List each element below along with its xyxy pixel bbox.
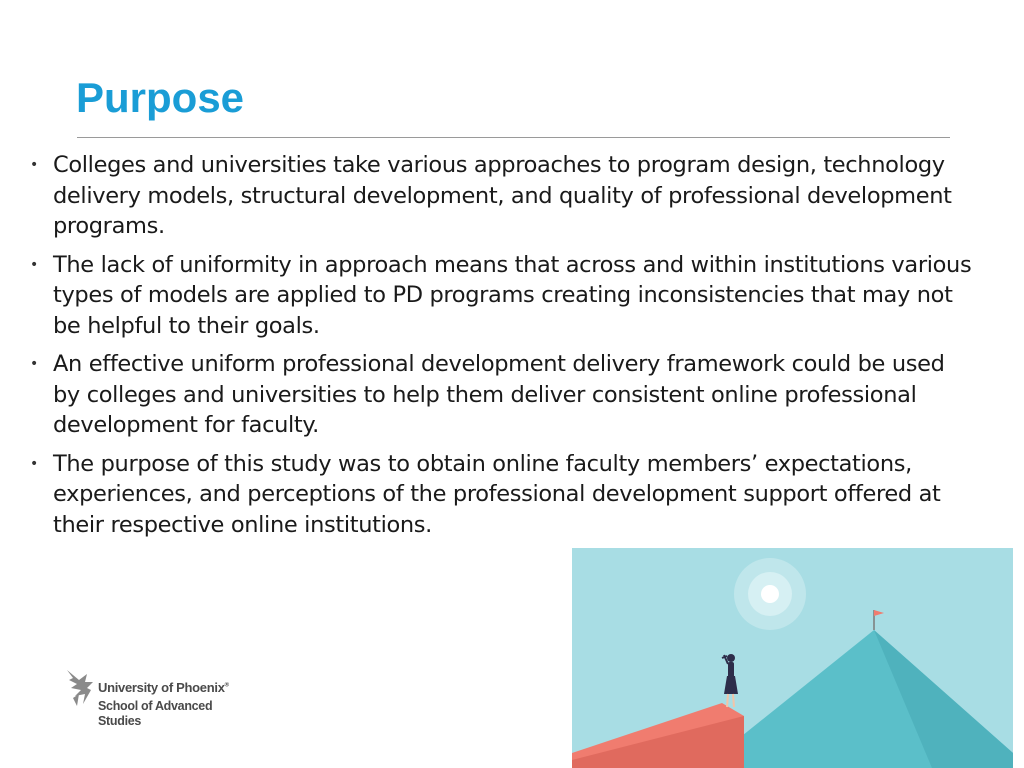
title-divider bbox=[77, 137, 950, 138]
bullet-list bbox=[28, 150, 978, 548]
illustration-svg bbox=[572, 548, 1013, 768]
bullet-item bbox=[28, 150, 978, 242]
person-head bbox=[727, 654, 735, 662]
person-leg-left bbox=[727, 694, 728, 707]
slide-title: Purpose bbox=[76, 74, 245, 121]
person-leg-right bbox=[733, 694, 734, 707]
sun-icon bbox=[761, 585, 779, 603]
school-name: School of Advanced Studies bbox=[98, 699, 213, 728]
university-name bbox=[98, 680, 229, 695]
bullet-dot-icon: • bbox=[30, 157, 38, 173]
bullet-dot-icon: • bbox=[30, 356, 38, 372]
university-logo bbox=[63, 668, 263, 732]
bullet-item bbox=[28, 250, 978, 342]
bullet-dot-icon: • bbox=[30, 455, 38, 472]
bullet-text: The purpose of this study was to obtain online faculty members’ expectations, experiences, and perceptions of the professional development support offered at their respective online institutions. bbox=[53, 450, 941, 538]
bullet-dot-icon: • bbox=[30, 256, 38, 273]
university-name-text: University of Phoenix bbox=[98, 680, 225, 695]
bullet-text: Colleges and universities take various approaches to program design, technology delivery models, structural development, and quality of professional development programs. bbox=[53, 152, 952, 239]
registered-mark: ® bbox=[224, 682, 229, 689]
bullet-text: The lack of uniformity in approach means that across and within institutions various types of models are applied to PD programs creating inconsistencies that may not be helpful to their goals. bbox=[53, 251, 972, 339]
mountain-summit-illustration bbox=[572, 548, 1013, 768]
bullet-item bbox=[28, 349, 978, 441]
bullet-text: An effective uniform professional development delivery framework could be used by colleges and universities to help them deliver consistent online professional development for faculty. bbox=[53, 351, 945, 438]
phoenix-icon bbox=[63, 668, 97, 708]
person-torso bbox=[728, 662, 734, 678]
bullet-item bbox=[28, 449, 978, 541]
